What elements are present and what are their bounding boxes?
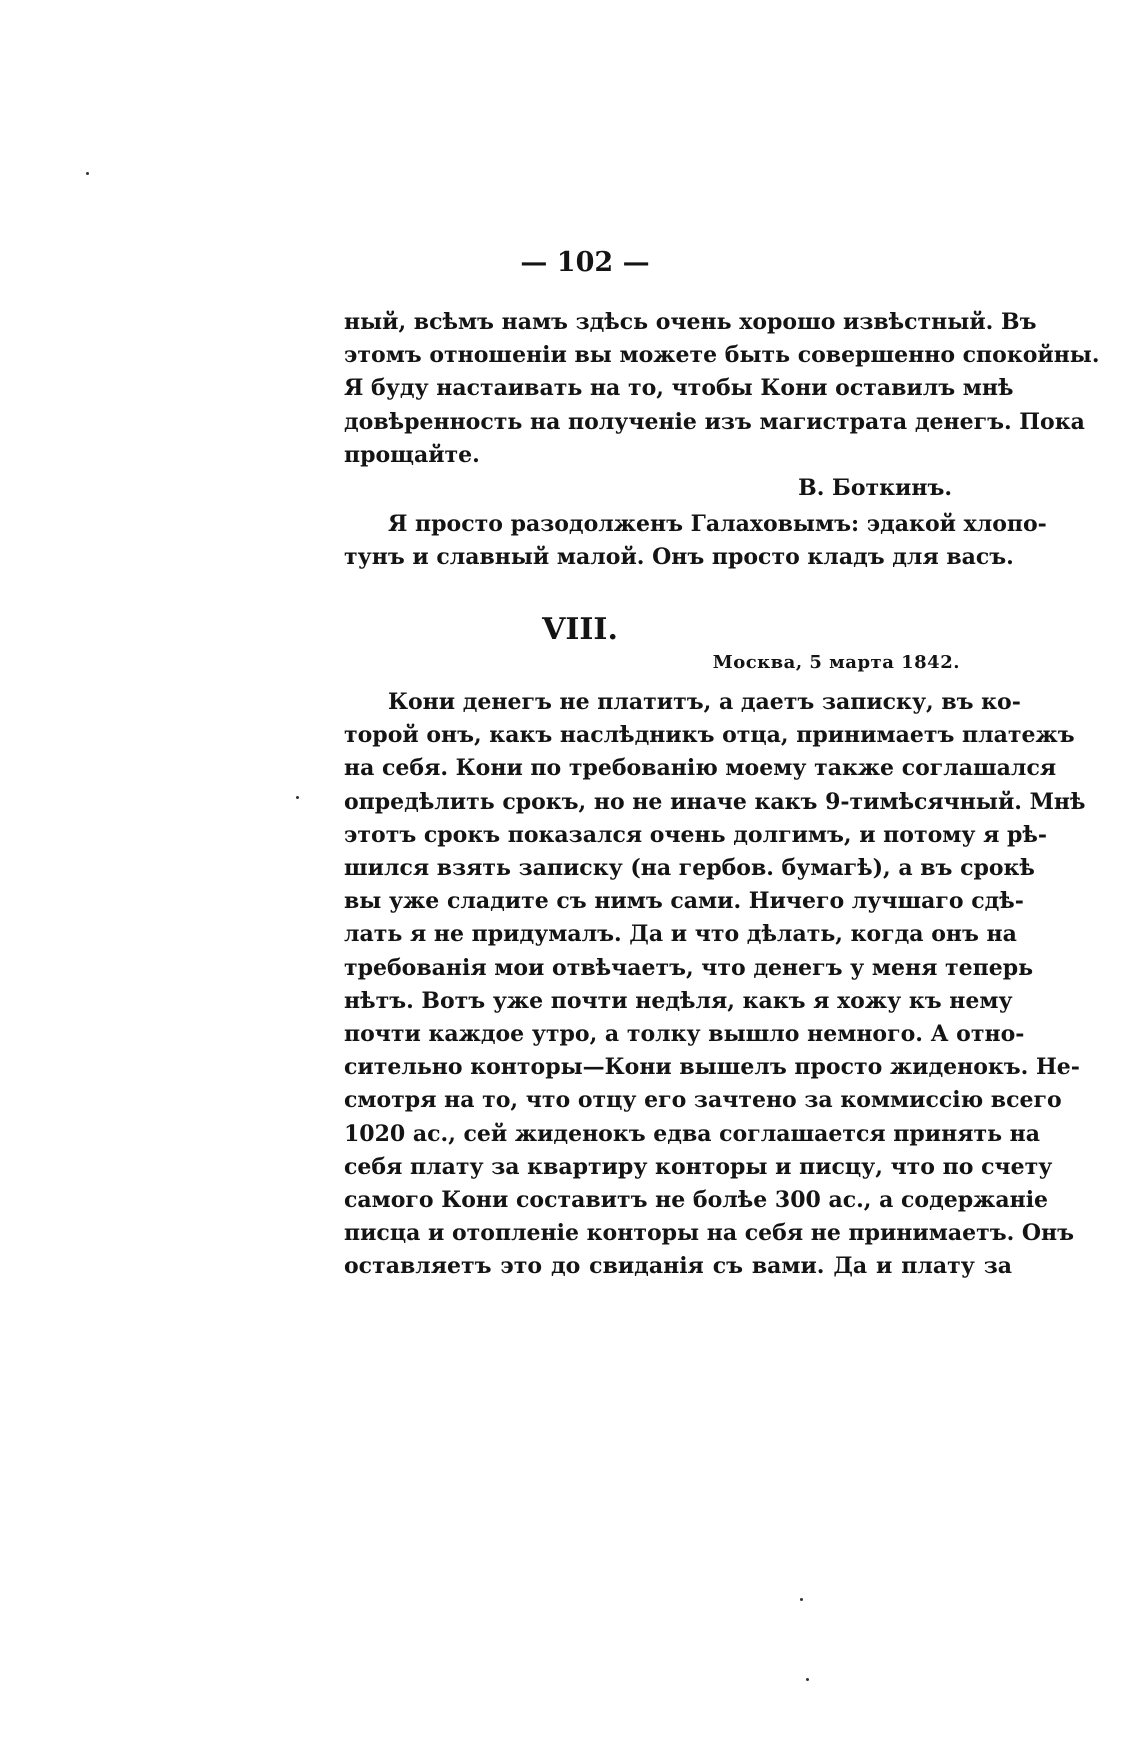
text-line: опредѣлить срокъ, но не иначе какъ 9-тимѣсячный. Мнѣ [344,788,1086,815]
text-line: почти каждое утро, а толку вышло немного. А отно- [344,1021,1025,1048]
letter-body [344,686,1086,1284]
text-line: этомъ отношеніи вы можете быть совершенно спокойны. [344,342,1100,369]
text-line: довѣренность на полученіе изъ магистрата денегъ. Пока [344,408,1085,435]
text-line: ный, всѣмъ намъ здѣсь очень хорошо извѣстный. Въ [344,309,1037,335]
scan-speck [806,1678,809,1681]
text-line: тунъ и славный малой. Онъ просто кладъ для васъ. [344,544,1014,571]
text-line: себя плату за квартиру конторы и писцу, что по счету [344,1153,1053,1180]
text-line: Кони денегъ не платитъ, а даетъ записку, въ ко- [388,689,1021,715]
text-line: прощайте. [344,441,480,468]
text-line: требованія мои отвѣчаетъ, что денегъ у меня теперь [344,954,1034,981]
text-line: нѣтъ. Вотъ уже почти недѣля, какъ я хожу къ нему [344,987,1013,1014]
letter-ending [344,306,1100,505]
text-line: лать я не придумалъ. Да и что дѣлать, когда онъ на [344,921,1017,948]
text-line: на себя. Кони по требованію моему также соглашался [344,755,1057,782]
text-line: Я просто разодолженъ Галаховымъ: эдакой хлопо- [388,511,1047,537]
page-number: — 102 — [520,247,650,278]
section-number: VIII. [542,612,618,647]
text-line: шился взять записку (на гербов. бумагѣ), а въ срокѣ [344,855,1035,882]
postscript [344,508,1047,574]
text-line: самого Кони составитъ не болѣе 300 ас., а содержаніе [344,1187,1049,1214]
scan-speck [86,172,89,175]
text-line: торой онъ, какъ наслѣдникъ отца, принимаетъ платежъ [344,722,1075,749]
scan-speck [296,796,299,799]
text-line: этотъ срокъ показался очень долгимъ, и потому я рѣ- [344,821,1048,848]
text-line: Я буду настаивать на то, чтобы Кони оставилъ мнѣ [344,375,1014,402]
scan-speck [800,1598,803,1601]
text-line: вы уже сладите съ нимъ сами. Ничего лучшаго сдѣ- [344,888,1024,915]
text-line: писца и отопленіе конторы на себя не принимаетъ. Онъ [344,1220,1075,1247]
signature: В. Боткинъ. [798,475,952,502]
text-line: смотря на то, что отцу его зачтено за коммиссію всего [344,1087,1062,1114]
text-line: оставляетъ это до свиданія съ вами. Да и плату за [344,1253,1012,1280]
text-line: 1020 ас., сей жиденокъ едва соглашается принять на [344,1120,1041,1147]
dateline: Москва, 5 марта 1842. [712,652,960,673]
text-line: сительно конторы—Кони вышелъ просто жиденокъ. Не- [344,1054,1080,1081]
